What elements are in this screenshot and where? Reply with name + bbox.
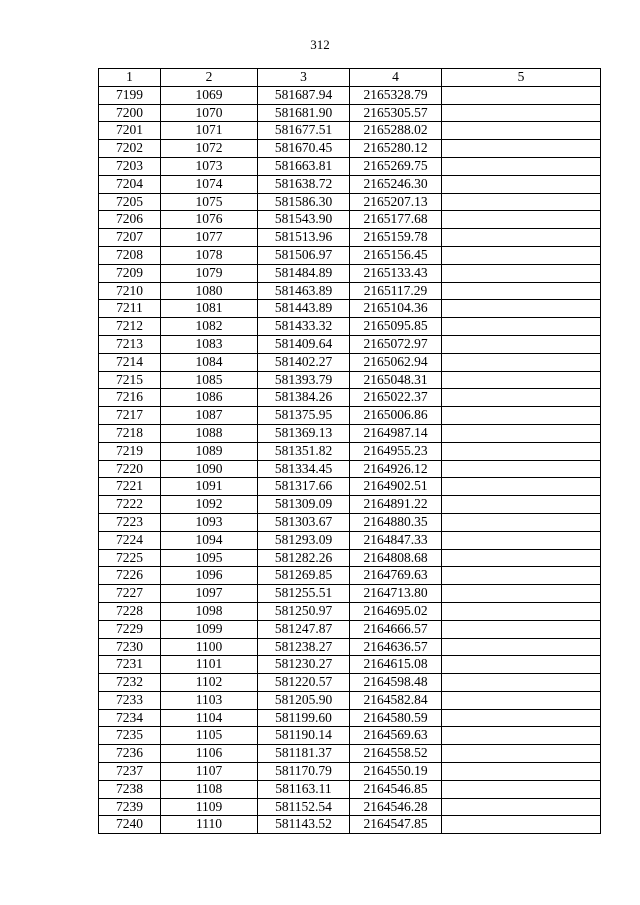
table-cell: 7231 [99,656,161,674]
table-row [99,656,601,674]
table-cell: 2165159.78 [350,229,442,247]
table-cell [442,460,601,478]
table-cell: 7209 [99,264,161,282]
table-row [99,86,601,104]
table-cell: 2164558.52 [350,745,442,763]
table-cell: 581170.79 [258,763,350,781]
table-cell [442,816,601,834]
table-cell: 7201 [99,122,161,140]
table-cell [442,246,601,264]
table-cell: 1087 [161,407,258,425]
table-row [99,585,601,603]
table-cell: 2164713.80 [350,585,442,603]
table-cell [442,318,601,336]
table-row [99,727,601,745]
table-cell: 1106 [161,745,258,763]
table-cell [442,531,601,549]
table-row [99,674,601,692]
table-cell: 581463.89 [258,282,350,300]
table-cell: 1086 [161,389,258,407]
table-row [99,335,601,353]
table-cell: 581199.60 [258,709,350,727]
table-cell: 581506.97 [258,246,350,264]
table-cell: 1091 [161,478,258,496]
table-cell: 1080 [161,282,258,300]
table-cell: 2165104.36 [350,300,442,318]
table-cell: 7202 [99,140,161,158]
table-cell: 1104 [161,709,258,727]
table-cell: 7199 [99,86,161,104]
table-cell: 7227 [99,585,161,603]
table-cell: 2165006.86 [350,407,442,425]
table-cell: 2164955.23 [350,442,442,460]
table-cell [442,424,601,442]
table-cell: 581351.82 [258,442,350,460]
table-cell: 1108 [161,780,258,798]
table-cell: 581677.51 [258,122,350,140]
table-cell: 7228 [99,602,161,620]
table-cell [442,211,601,229]
table-cell [442,638,601,656]
table-cell: 7205 [99,193,161,211]
page-number: 312 [310,37,330,52]
table-cell [442,282,601,300]
table-cell: 2164546.85 [350,780,442,798]
table-cell: 581220.57 [258,674,350,692]
table-cell [442,122,601,140]
table-cell: 581369.13 [258,424,350,442]
column-header: 4 [350,69,442,87]
table-cell: 1069 [161,86,258,104]
table-cell: 7235 [99,727,161,745]
table-cell: 1075 [161,193,258,211]
table-cell: 2164569.63 [350,727,442,745]
table-cell: 7200 [99,104,161,122]
table-row [99,602,601,620]
table-cell: 581143.52 [258,816,350,834]
table-cell: 581687.94 [258,86,350,104]
table-cell [442,104,601,122]
table-cell: 7212 [99,318,161,336]
table-cell: 1081 [161,300,258,318]
table-cell: 1073 [161,157,258,175]
table-row [99,371,601,389]
column-header: 5 [442,69,601,87]
table-row [99,745,601,763]
table-cell [442,763,601,781]
table-cell: 7219 [99,442,161,460]
table-cell: 2164547.85 [350,816,442,834]
table-cell: 1072 [161,140,258,158]
table-row [99,780,601,798]
table-cell: 1092 [161,496,258,514]
table-cell [442,513,601,531]
table-row [99,620,601,638]
table-cell: 581282.26 [258,549,350,567]
table-cell: 2165328.79 [350,86,442,104]
table-row [99,282,601,300]
table-cell: 7233 [99,691,161,709]
table-cell [442,140,601,158]
table-cell: 1082 [161,318,258,336]
table-body [99,86,601,833]
table-cell: 581247.87 [258,620,350,638]
table-cell: 581190.14 [258,727,350,745]
table-cell: 7216 [99,389,161,407]
table-cell [442,478,601,496]
table-cell: 1083 [161,335,258,353]
table-cell: 581293.09 [258,531,350,549]
table-cell: 581384.26 [258,389,350,407]
table-row [99,567,601,585]
table-cell: 7225 [99,549,161,567]
table-cell [442,86,601,104]
table-cell: 581309.09 [258,496,350,514]
table-cell: 7222 [99,496,161,514]
table-cell [442,798,601,816]
table-cell [442,175,601,193]
table-row [99,193,601,211]
table-cell [442,780,601,798]
table-row [99,211,601,229]
table-cell: 1077 [161,229,258,247]
table-row [99,140,601,158]
table-cell: 2164582.84 [350,691,442,709]
table-cell: 1074 [161,175,258,193]
table-cell: 7204 [99,175,161,193]
table-cell [442,549,601,567]
table-row [99,478,601,496]
table-cell: 7217 [99,407,161,425]
table-cell: 2164880.35 [350,513,442,531]
table-header-row [99,69,601,87]
table-cell [442,300,601,318]
table-cell: 581317.66 [258,478,350,496]
table-cell: 1102 [161,674,258,692]
table-cell: 2164636.57 [350,638,442,656]
table-cell: 1101 [161,656,258,674]
column-header: 1 [99,69,161,87]
table-row [99,175,601,193]
table-row [99,353,601,371]
table-cell [442,264,601,282]
table-cell: 1090 [161,460,258,478]
table-row [99,407,601,425]
table-cell [442,745,601,763]
table-cell [442,407,601,425]
column-header: 3 [258,69,350,87]
table-row [99,460,601,478]
table-row [99,246,601,264]
table-cell: 2164598.48 [350,674,442,692]
table-row [99,496,601,514]
table-cell: 581402.27 [258,353,350,371]
table-cell: 2164550.19 [350,763,442,781]
table-cell: 2165280.12 [350,140,442,158]
table-cell [442,709,601,727]
table-cell: 2164615.08 [350,656,442,674]
table-cell: 7236 [99,745,161,763]
table-cell: 2165072.97 [350,335,442,353]
table-cell: 581255.51 [258,585,350,603]
table-cell: 1107 [161,763,258,781]
table-cell: 7210 [99,282,161,300]
table-cell: 7211 [99,300,161,318]
table-cell [442,674,601,692]
table-cell [442,585,601,603]
table-cell [442,567,601,585]
table-cell: 2164891.22 [350,496,442,514]
table-cell: 1088 [161,424,258,442]
table-row [99,157,601,175]
table-cell: 2165288.02 [350,122,442,140]
table-cell: 2165133.43 [350,264,442,282]
table-cell: 1084 [161,353,258,371]
table-cell: 1098 [161,602,258,620]
table-row [99,816,601,834]
table-cell: 1109 [161,798,258,816]
table-cell: 2164580.59 [350,709,442,727]
table-cell: 2165156.45 [350,246,442,264]
table-cell: 2165095.85 [350,318,442,336]
table-cell: 581303.67 [258,513,350,531]
table-row [99,300,601,318]
table-cell [442,656,601,674]
table-cell: 7207 [99,229,161,247]
table-cell: 581230.27 [258,656,350,674]
table-cell: 2164666.57 [350,620,442,638]
table-cell: 1103 [161,691,258,709]
coordinates-table [98,68,601,834]
table-cell [442,602,601,620]
table-cell: 7232 [99,674,161,692]
table-cell: 2164769.63 [350,567,442,585]
table-cell [442,727,601,745]
table-cell: 7203 [99,157,161,175]
table-cell: 2165048.31 [350,371,442,389]
table-cell: 2164902.51 [350,478,442,496]
table-cell: 7221 [99,478,161,496]
table-cell [442,620,601,638]
table-row [99,104,601,122]
table-cell: 2165177.68 [350,211,442,229]
table-cell: 2164546.28 [350,798,442,816]
table-cell: 1089 [161,442,258,460]
table-row [99,424,601,442]
table-cell: 2165246.30 [350,175,442,193]
table-row [99,798,601,816]
table-cell: 581238.27 [258,638,350,656]
table-cell: 581638.72 [258,175,350,193]
table-cell: 1070 [161,104,258,122]
table-cell: 7215 [99,371,161,389]
table-cell: 7229 [99,620,161,638]
table-cell: 1093 [161,513,258,531]
table-cell: 2164926.12 [350,460,442,478]
table-cell [442,442,601,460]
table-cell: 7220 [99,460,161,478]
table-cell: 2165022.37 [350,389,442,407]
table-cell: 1105 [161,727,258,745]
table-row [99,229,601,247]
table-row [99,442,601,460]
table-cell: 7208 [99,246,161,264]
table-cell: 7214 [99,353,161,371]
table-row [99,709,601,727]
table-cell: 2165062.94 [350,353,442,371]
table-cell [442,389,601,407]
table-cell: 581152.54 [258,798,350,816]
table-cell: 581375.95 [258,407,350,425]
table-cell: 7213 [99,335,161,353]
table-cell: 7206 [99,211,161,229]
table-cell: 581205.90 [258,691,350,709]
table-row [99,513,601,531]
table-cell: 2165269.75 [350,157,442,175]
table-row [99,531,601,549]
table-cell: 581543.90 [258,211,350,229]
table-cell: 2165305.57 [350,104,442,122]
table-cell [442,193,601,211]
table-cell: 7234 [99,709,161,727]
table-cell: 7224 [99,531,161,549]
table-cell: 1095 [161,549,258,567]
table-cell: 2164695.02 [350,602,442,620]
table-cell: 1079 [161,264,258,282]
table-cell: 1110 [161,816,258,834]
table-cell: 581269.85 [258,567,350,585]
table-cell: 1076 [161,211,258,229]
table-cell: 7240 [99,816,161,834]
table-cell: 581334.45 [258,460,350,478]
table-cell: 581163.11 [258,780,350,798]
table-cell: 2164808.68 [350,549,442,567]
table-cell: 581513.96 [258,229,350,247]
table-cell: 1096 [161,567,258,585]
table-cell: 7223 [99,513,161,531]
table-cell: 7230 [99,638,161,656]
table-row [99,122,601,140]
table-cell: 7226 [99,567,161,585]
table-cell: 581670.45 [258,140,350,158]
table-row [99,389,601,407]
table-cell: 581663.81 [258,157,350,175]
table-cell: 2164987.14 [350,424,442,442]
table-cell: 581409.64 [258,335,350,353]
column-header: 2 [161,69,258,87]
table-cell: 581586.30 [258,193,350,211]
table-cell: 1097 [161,585,258,603]
table-cell: 1099 [161,620,258,638]
table-cell [442,335,601,353]
table-cell: 2165117.29 [350,282,442,300]
table-cell: 581250.97 [258,602,350,620]
table-cell: 7218 [99,424,161,442]
table-row [99,638,601,656]
table-cell [442,157,601,175]
table-cell: 7238 [99,780,161,798]
table-cell: 1094 [161,531,258,549]
table-cell: 2165207.13 [350,193,442,211]
table-cell: 2164847.33 [350,531,442,549]
table-row [99,763,601,781]
table-cell: 1078 [161,246,258,264]
table-cell: 581484.89 [258,264,350,282]
table-row [99,549,601,567]
table-row [99,264,601,282]
table-cell: 581181.37 [258,745,350,763]
table-cell [442,371,601,389]
table-cell [442,229,601,247]
table-cell: 581393.79 [258,371,350,389]
table-cell: 581681.90 [258,104,350,122]
table-cell: 7237 [99,763,161,781]
table-cell: 1100 [161,638,258,656]
table-row [99,318,601,336]
table-cell: 7239 [99,798,161,816]
table-row [99,691,601,709]
table-cell: 581433.32 [258,318,350,336]
table-cell [442,353,601,371]
table-cell: 1071 [161,122,258,140]
table-cell: 1085 [161,371,258,389]
table-cell: 581443.89 [258,300,350,318]
table-cell [442,691,601,709]
table-cell [442,496,601,514]
